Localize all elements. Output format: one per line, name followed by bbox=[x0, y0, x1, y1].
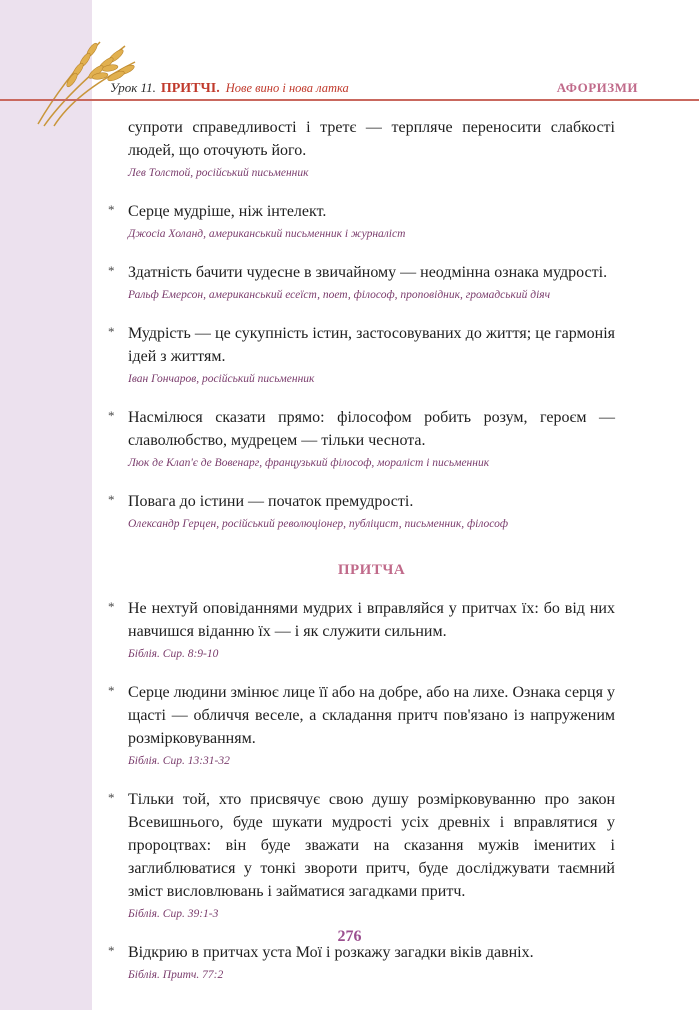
aphorism-author: Іван Гончаров, російський письменник bbox=[128, 373, 315, 385]
page-content bbox=[108, 116, 615, 983]
parable-source: Біблія. Сир. 13:31-32 bbox=[128, 755, 230, 767]
lesson-label: Урок 11. bbox=[110, 80, 156, 95]
section-label: АФОРИЗМИ bbox=[556, 80, 638, 95]
parable-item bbox=[108, 788, 615, 922]
aphorism-author: Джосіа Холанд, американський письменник і журналіст bbox=[128, 228, 406, 240]
aphorism-text: Серце мудріше, ніж інтелект. bbox=[128, 203, 327, 220]
parable-item bbox=[108, 681, 615, 769]
aphorism-author: Люк де Клап'є де Вовенарг, французький філософ, мораліст і письменник bbox=[128, 457, 490, 469]
parable-source: Біблія. Притч. 77:2 bbox=[128, 969, 224, 981]
page-number: 276 bbox=[337, 928, 362, 945]
aphorism-item bbox=[108, 322, 615, 387]
asterisk-icon: * bbox=[108, 202, 115, 217]
asterisk-icon: * bbox=[108, 263, 115, 278]
header-rule bbox=[0, 99, 699, 101]
lesson-theme: ПРИТЧІ. bbox=[160, 81, 220, 96]
aphorism-text: Повага до істини — початок премудрості. bbox=[128, 493, 414, 510]
parable-text: Відкрию в притчах уста Мої і розкажу загадки віків давніх. bbox=[128, 944, 534, 961]
aphorism-text: Насмілюся сказати прямо: філософом робить розум, героєм — славолюбство, мудрецем — тільки чеснота. bbox=[128, 409, 615, 449]
parable-source: Біблія. Сир. 39:1-3 bbox=[128, 908, 219, 920]
asterisk-icon: * bbox=[108, 790, 115, 805]
aphorism-author: Олександр Герцен, російський революціонер, публіцист, письменник, філософ bbox=[128, 518, 509, 530]
aphorism-continued bbox=[128, 116, 615, 181]
parable-text: Серце людини змінює лице її або на добре, або на лихе. Ознака серця у щасті — обличчя веселе, а складання притч пов'язано із напруженим розмірковуванням. bbox=[128, 684, 615, 747]
asterisk-icon: * bbox=[108, 943, 115, 958]
aphorism-item bbox=[108, 406, 615, 471]
aphorism-author: Ральф Емерсон, американський есеїст, поет, філософ, проповідник, громадський діяч bbox=[128, 289, 551, 301]
asterisk-icon: * bbox=[108, 324, 115, 339]
parable-text: Тільки той, хто присвячує свою душу розмірковуванню про закон Всевишнього, буде шукати мудрості усіх древніх і вправлятися у пророцтвах: він буде зважати на сказання мужів іменитих і заглиблюватися у тонкі звороти притч, буде досліджувати таємний зміст висловлювань і займатися загадками притч. bbox=[128, 791, 615, 900]
asterisk-icon: * bbox=[108, 408, 115, 423]
asterisk-icon: * bbox=[108, 492, 115, 507]
parable-source: Біблія. Сир. 8:9-10 bbox=[128, 648, 219, 660]
aphorism-author: Лев Толстой, російський письменник bbox=[128, 167, 309, 179]
aphorism-text: супроти справедливості і третє — терпляче переносити слабкості людей, що оточують його. bbox=[128, 119, 615, 159]
aphorism-item bbox=[108, 490, 615, 532]
aphorism-text: Мудрість — це сукупність істин, застосовуваних до життя; це гармонія ідей з життям. bbox=[128, 325, 615, 365]
section-heading: ПРИТЧА bbox=[337, 562, 406, 578]
aphorism-item bbox=[108, 200, 615, 242]
side-strip bbox=[0, 0, 92, 1010]
parable-item bbox=[108, 597, 615, 662]
asterisk-icon: * bbox=[108, 683, 115, 698]
parable-item bbox=[108, 941, 615, 983]
aphorism-item bbox=[108, 261, 615, 303]
aphorism-text: Здатність бачити чудесне в звичайному — неодмінна ознака мудрості. bbox=[128, 264, 608, 281]
asterisk-icon: * bbox=[108, 599, 115, 614]
running-header bbox=[110, 80, 349, 97]
lesson-subtitle: Нове вино і нова латка bbox=[225, 81, 349, 95]
parable-text: Не нехтуй оповіданнями мудрих і вправляйся у притчах їх: бо від них навчишся віданню їх — і як служити сильним. bbox=[128, 600, 615, 640]
